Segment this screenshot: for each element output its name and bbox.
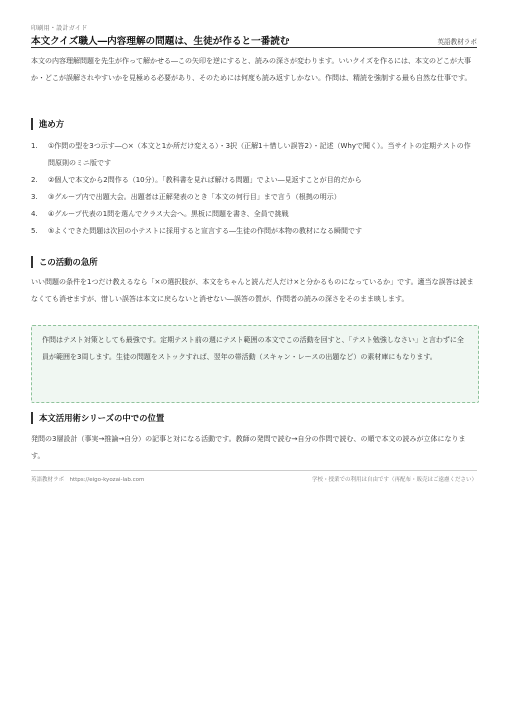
page-title: 本文クイズ職人―内容理解の問題は、生徒が作ると一番読む bbox=[31, 36, 290, 47]
section-heading-steps: 進め方 bbox=[31, 118, 64, 130]
step-item: 2. ②個人で本文から2問作る（10分）。「教科書を見れば解ける問題」でよい―見返すことが目的だから bbox=[31, 176, 362, 184]
header-kicker: 印刷用・設計ガイド bbox=[31, 25, 88, 32]
intro-paragraph: 本文の内容理解問題を先生が作って解かせる―この矢印を逆にすると、読みの深さが変わります。いいクイズを作るには、本文のどこが大事か・どこが誤解されやすいかを見極める必要があり、そのためには何度も読み返すしかない。作問は、精読を強制する最も自然な仕事です。 bbox=[31, 57, 472, 82]
section-heading-series: 本文活用術シリーズの中での位置 bbox=[31, 412, 164, 424]
header-divider bbox=[31, 47, 477, 48]
steps-list bbox=[31, 138, 477, 240]
step-item: 4. ④グループ代表の1問を選んでクラス大会へ。黒板に問題を書き、全員で挑戦 bbox=[31, 210, 289, 218]
step-item: 3. ③グループ内で出題大会。出題者は正解発表のとき「本文の何行目」まで言う（根拠の明示） bbox=[31, 193, 341, 201]
footer-site: 英語教材ラボ https://eigo-kyozai-lab.com bbox=[31, 477, 145, 483]
section-heading-point: この活動の急所 bbox=[31, 256, 98, 268]
tip-note-box: 作問はテスト対策としても最強です。定期テスト前の週にテスト範囲の本文でこの活動を回すと、「テスト勉強しなさい」と言わずに全員が範囲を3周します。生徒の問題をストックすれば、翌年の帯活動（スキャン・レースの出題など）の素材庫にもなります。 bbox=[31, 325, 479, 403]
step-item: 1. ①作問の型を3つ示す―○×（本文と1か所だけ変える）・3択（正解1＋惜しい誤答2）・記述（Whyで聞く）。当サイトの定期テストの作問原則のミニ版です bbox=[31, 142, 471, 167]
point-paragraph: いい問題の条件を1つだけ教えるなら「×の選択肢が、本文をちゃんと読んだ人だけ×と分かるものになっているか」です。適当な誤答は読まなくても消せますが、惜しい誤答は本文に戻らないと消せない―誤答の質が、作問者の読みの深さをそのまま映します。 bbox=[31, 278, 474, 303]
step-item: 5. ⑤よくできた問題は次回の小テストに採用すると宣言する―生徒の作問が本物の教材になる瞬間です bbox=[31, 227, 362, 235]
footer-license: 学校・授業での利用は自由です（再配布・販売はご遠慮ください） bbox=[311, 477, 477, 483]
footer-divider bbox=[31, 470, 477, 471]
brand-name: 英語教材ラボ bbox=[437, 38, 477, 46]
series-paragraph: 発問の3層設計（事実→推論→自分）の記事と対になる活動です。教師の発問で読む→自分の作問で読む、の順で本文の読みが立体になります。 bbox=[31, 435, 466, 460]
